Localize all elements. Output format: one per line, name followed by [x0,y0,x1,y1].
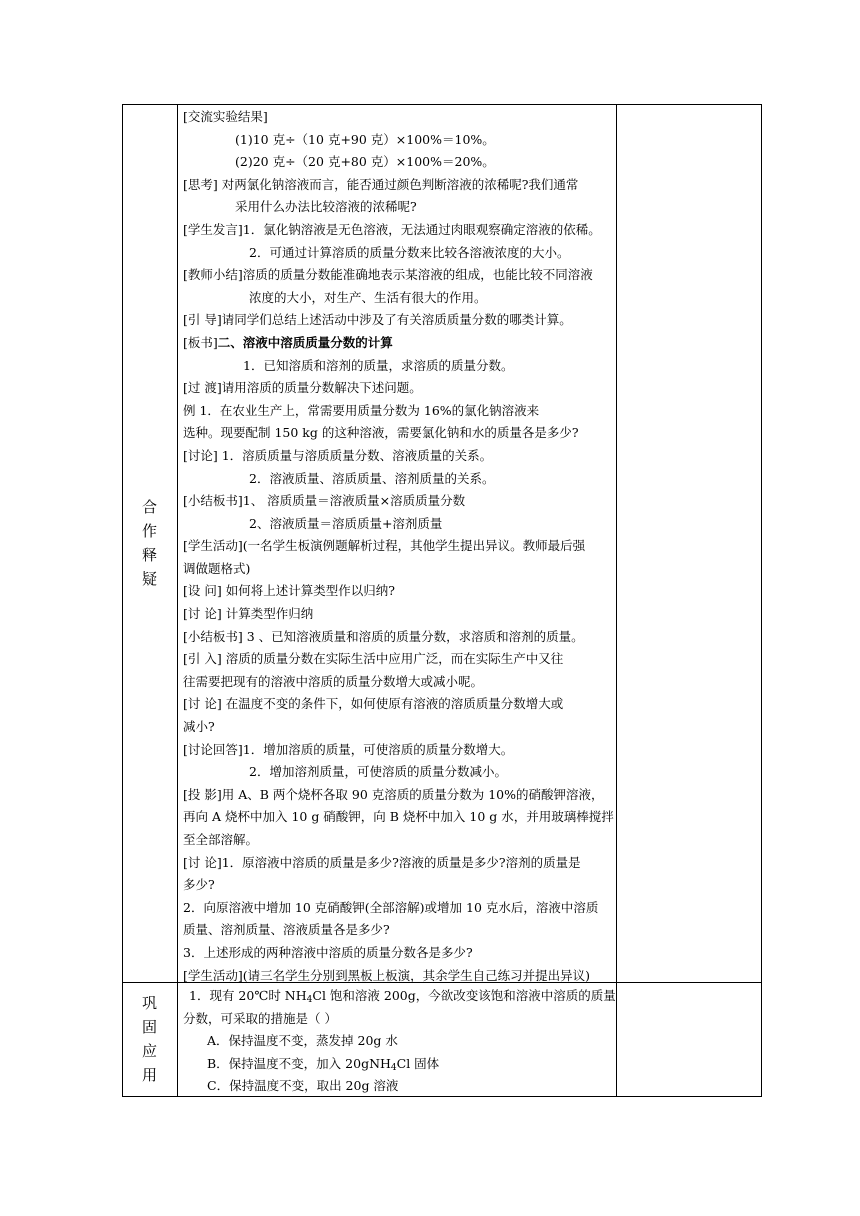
line-text: 2．增加溶剂质量，可使溶质的质量分数减小。 [249,764,507,780]
content-line [183,174,615,197]
line-text: [板书] [183,334,218,350]
line-text: [学生发言]1．氯化钠溶液是无色溶液，无法通过肉眼观察确定溶液的依稀。 [183,221,601,237]
line-text: [讨 论] 计算类型作归纳 [183,606,314,622]
content-line [183,445,615,468]
table-divider-label [177,104,178,1097]
lesson-table [122,104,762,1097]
line-text: 3．上述形成的两种溶液中溶质的质量分数各是多少? [183,944,473,960]
content-line [183,264,615,287]
label-char: 用 [141,1066,157,1084]
line-text: 浓度的大小，对生产、生活有很大的作用。 [249,289,487,305]
content-line [183,626,615,649]
content-line [183,377,615,400]
section-content-cooperate [183,106,615,987]
question-line: 分数，可采取的措施是（ ） [183,1010,337,1026]
q1-subscript: 4 [306,995,313,1005]
content-line [183,739,615,762]
line-text: [教师小结]溶质的质量分数能准确地表示某溶液的组成，也能比较不同溶液 [183,267,593,283]
content-line [183,761,615,784]
line-text: 质量、溶剂质量、溶液质量各是多少? [183,922,390,938]
line-text: [过 渡]请用溶质的质量分数解决下述问题。 [183,380,422,396]
section-label-cooperate [122,104,177,982]
line-text: [思考] 对两氯化钠溶液而言，能否通过颜色判断溶液的浓稀呢?我们通常 [183,176,579,192]
section-label-consolidate [122,982,177,1096]
content-line [183,784,615,807]
option-b-text-b: Cl 固体 [396,1055,440,1071]
line-text: 采用什么办法比较溶液的浓稀呢? [235,199,417,215]
heading-text: 二、溶液中溶质质量分数的计算 [217,334,393,350]
content-line [183,513,615,536]
content-line [183,874,615,897]
line-text: 2．溶液质量、溶质质量、溶剂质量的关系。 [249,470,495,486]
content-line [183,829,615,852]
line-text: [学生活动](请三名学生分别到黑板上板演，其余学生自己练习并提出异议) [183,967,591,983]
line-text: 减小? [183,719,215,735]
line-text: [引 入] 溶质的质量分数在实际生活中应用广泛，而在实际生产中又往 [183,651,564,667]
option-a: A．保持温度不变，蒸发掉 20g 水 [207,1033,398,1049]
section-content-consolidate [183,985,615,1098]
content-line [183,535,615,558]
content-line [183,942,615,965]
content-line [183,671,615,694]
line-text: (2)20 克÷（20 克+80 克）×100%＝20%。 [235,154,495,170]
content-line [183,558,615,581]
content-line [183,716,615,739]
label-char: 释 [141,546,157,564]
content-line [183,242,615,265]
line-text: [学生活动](一名学生板演例题解析过程，其他学生提出异议。教师最后强 [183,538,586,554]
content-line [183,129,615,152]
option-c: C．保持温度不变，取出 20g 溶液 [207,1078,399,1094]
line-text: 2．可通过计算溶质的质量分数来比较各溶液浓度的大小。 [249,244,570,260]
label-char: 合 [141,498,157,516]
content-line [183,355,615,378]
line-text: 2．向原溶液中增加 10 克硝酸钾(全部溶解)或增加 10 克水后，溶液中溶质 [183,899,599,915]
content-line [183,468,615,491]
label-char: 巩 [141,994,157,1012]
content-line [183,806,615,829]
content-line [183,219,615,242]
label-char: 应 [141,1042,157,1060]
content-line [183,151,615,174]
content-line [183,693,615,716]
content-line [183,919,615,942]
line-text: 2、溶液质量＝溶质质量+溶剂质量 [249,515,443,531]
option-b-text-a: B．保持温度不变，加入 20gNH [207,1055,391,1071]
content-line [183,422,615,445]
line-text: [讨论回答]1．增加溶质的质量，可使溶质的质量分数增大。 [183,741,514,757]
line-text: [讨 论]1．原溶液中溶质的质量是多少?溶液的质量是多少?溶剂的质量是 [183,854,581,870]
line-text: [引 导]请同学们总结上述活动中涉及了有关溶质质量分数的哪类计算。 [183,312,572,328]
content-line [183,400,615,423]
label-char: 固 [141,1018,157,1036]
content-line [183,965,615,988]
line-text: 1．已知溶质和溶剂的质量，求溶质的质量分数。 [243,357,514,373]
line-text: [设 问] 如何将上述计算类型作以归纳? [183,583,395,599]
line-text: 往需要把现有的溶液中溶质的质量分数增大或减小呢。 [183,673,484,689]
line-text: 例 1．在农业生产上，常需要用质量分数为 16%的氯化钠溶液来 [183,402,540,418]
line-text: [讨 论] 在温度不变的条件下，如何使原有溶液的溶质质量分数增大或 [183,696,564,712]
content-line [183,897,615,920]
line-text: 调做题格式) [183,560,251,576]
content-line [183,332,615,355]
content-line [183,309,615,332]
line-text: [小结板书] 3 、已知溶液质量和溶质的质量分数，求溶质和溶剂的质量。 [183,628,584,644]
line-text: (1)10 克÷（10 克+90 克）×100%＝10%。 [235,131,495,147]
option-b-subscript: 4 [390,1062,397,1073]
label-char: 作 [141,522,157,540]
q1-text-a: 1．现有 20℃时 NH [189,988,307,1003]
table-border-top [122,104,762,105]
content-line [183,648,615,671]
content-line [183,196,615,219]
content-line [183,490,615,513]
content-line [183,106,615,129]
line-text: 至全部溶解。 [183,832,259,847]
line-text: 再向 A 烧杯中加入 10 g 硝酸钾，向 B 烧杯中加入 10 g 水，并用玻璃棒搅拌 [183,809,614,825]
line-text: 多少? [183,877,215,893]
content-line [183,852,615,875]
label-char: 疑 [141,570,157,588]
line-text: 选种。现要配制 150 kg 的这种溶液，需要氯化钠和水的质量各是多少? [183,425,579,441]
content-line [183,287,615,310]
content-line [183,603,615,626]
table-divider-notes [616,104,617,1097]
line-text: [投 影]用 A、B 两个烧杯各取 90 克溶质的质量分数为 10%的硝酸钾溶液， [183,786,604,802]
option-b [183,1053,615,1076]
line-text: [交流实验结果] [183,109,268,124]
line-text: [讨论] 1．溶质质量与溶质质量分数、溶液质量的关系。 [183,447,493,463]
line-text: [小结板书]1、 溶质质量＝溶液质量×溶质质量分数 [183,493,466,509]
q1-text-b: Cl 饱和溶液 200g，今欲改变该饱和溶液中溶质的质量 [312,988,616,1003]
question-line [183,985,615,1008]
content-line [183,580,615,603]
table-border-right [761,104,762,1097]
